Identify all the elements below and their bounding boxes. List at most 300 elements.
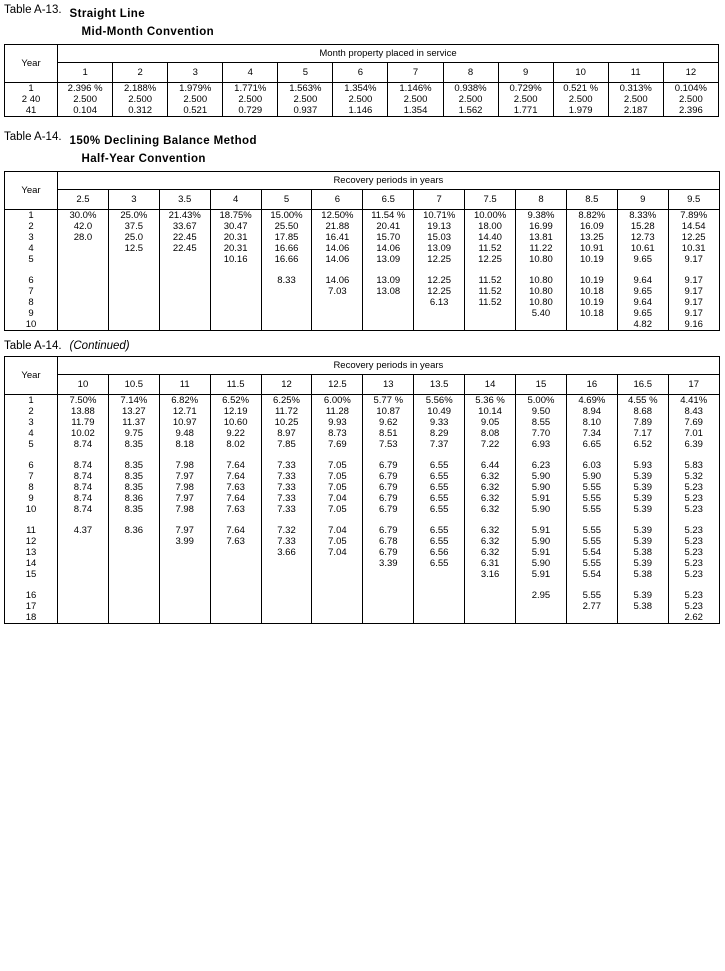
row-year: 3 (5, 417, 58, 428)
cell: 7.97 (159, 471, 210, 482)
table-row (5, 395, 720, 407)
cell: 7.22 (465, 439, 516, 450)
cell (465, 515, 516, 525)
cell (312, 450, 363, 460)
table-row (5, 254, 720, 265)
cell: 5.91 (516, 547, 567, 558)
cell (363, 515, 414, 525)
cell: 12.19 (210, 406, 261, 417)
cell: 13.08 (363, 286, 414, 297)
cell: 10.31 (668, 243, 719, 254)
cell (312, 265, 363, 275)
row-year: 6 (5, 275, 58, 286)
cell: 42.0 (58, 221, 109, 232)
cell (516, 319, 567, 331)
cell: 0.521 % (553, 83, 608, 95)
cell: 7.64 (210, 460, 261, 471)
table-a13-col-5: 5 (278, 63, 333, 83)
cell: 7.64 (210, 525, 261, 536)
cell: 9.17 (668, 275, 719, 286)
cell: 6.31 (465, 558, 516, 569)
cell: 4.82 (617, 319, 668, 331)
cell: 2.62 (668, 612, 719, 624)
cell: 7.03 (312, 286, 363, 297)
table-a14a-col-10: 8 (516, 190, 567, 210)
cell: 10.02 (58, 428, 109, 439)
row-year: 6 (5, 460, 58, 471)
cell: 2.500 (388, 94, 443, 105)
table-a14a-col-1: 2.5 (58, 190, 109, 210)
cell: 7.05 (312, 536, 363, 547)
row-year: 5 (5, 439, 58, 450)
cell (312, 319, 363, 331)
cell (363, 265, 414, 275)
table-row (5, 297, 720, 308)
cell (668, 515, 719, 525)
cell (668, 265, 719, 275)
table-a14a-col-12: 9 (617, 190, 668, 210)
table-a13-span-header: Month property placed in service (58, 45, 719, 63)
cell: 12.50% (312, 210, 363, 222)
cell (58, 590, 109, 601)
cell: 17.85 (261, 232, 312, 243)
table-a14b-caption (4, 340, 725, 352)
table-a14a-col-2: 3 (108, 190, 159, 210)
cell: 7.05 (312, 460, 363, 471)
cell (159, 275, 210, 286)
row-year: 15 (5, 569, 58, 580)
cell (210, 286, 261, 297)
cell: 6.79 (363, 504, 414, 515)
cell (58, 536, 109, 547)
table-a14a-caption (4, 131, 725, 167)
table-a14a-col-7: 6.5 (363, 190, 414, 210)
cell (261, 590, 312, 601)
cell: 5.55 (566, 525, 617, 536)
table-a13-header-row-1 (5, 45, 719, 63)
table-a14a-col-3: 3.5 (159, 190, 210, 210)
cell: 7.04 (312, 493, 363, 504)
table-a14a-col-4: 4 (210, 190, 261, 210)
cell: 14.54 (668, 221, 719, 232)
cell: 2.500 (498, 94, 553, 105)
cell: 2.187 (608, 105, 663, 117)
cell: 6.32 (465, 482, 516, 493)
cell: 11.37 (108, 417, 159, 428)
cell: 8.74 (58, 439, 109, 450)
cell (516, 515, 567, 525)
table-a14a-body (5, 210, 720, 331)
cell: 0.312 (113, 105, 168, 117)
table-a13-caption-title-line1: Straight Line (69, 8, 146, 20)
cell: 15.03 (414, 232, 465, 243)
cell: 11.52 (465, 275, 516, 286)
table-a13-col-11: 11 (608, 63, 663, 83)
table-a13-section (4, 4, 725, 117)
cell: 5.36 % (465, 395, 516, 407)
row-year: 8 (5, 297, 58, 308)
cell: 12.25 (668, 232, 719, 243)
cell: 7.63 (210, 482, 261, 493)
cell: 5.39 (617, 525, 668, 536)
table-row (5, 319, 720, 331)
cell (465, 308, 516, 319)
cell: 6.55 (414, 525, 465, 536)
cell: 6.79 (363, 525, 414, 536)
cell: 6.25% (261, 395, 312, 407)
cell: 5.91 (516, 569, 567, 580)
cell (58, 275, 109, 286)
cell: 11.28 (312, 406, 363, 417)
cell: 7.05 (312, 482, 363, 493)
cell: 0.938% (443, 83, 498, 95)
cell: 7.70 (516, 428, 567, 439)
cell: 8.82% (566, 210, 617, 222)
cell: 11.52 (465, 286, 516, 297)
row-year: 8 (5, 482, 58, 493)
table-a14b-col-10: 15 (516, 375, 567, 395)
cell: 10.16 (210, 254, 261, 265)
cell: 9.17 (668, 254, 719, 265)
cell (210, 450, 261, 460)
cell (261, 580, 312, 590)
cell: 9.33 (414, 417, 465, 428)
cell (159, 297, 210, 308)
table-a14a-caption-title-line1: 150% Declining Balance Method (69, 135, 257, 147)
cell: 6.55 (414, 493, 465, 504)
cell: 10.91 (566, 243, 617, 254)
table-a13-col-9: 9 (498, 63, 553, 83)
cell: 9.22 (210, 428, 261, 439)
cell: 6.79 (363, 471, 414, 482)
cell: 8.73 (312, 428, 363, 439)
cell (261, 601, 312, 612)
cell: 2.77 (566, 601, 617, 612)
cell: 7.97 (159, 493, 210, 504)
table-row (5, 460, 720, 471)
row-year: 5 (5, 254, 58, 265)
cell: 5.40 (516, 308, 567, 319)
cell: 8.29 (414, 428, 465, 439)
cell: 6.78 (363, 536, 414, 547)
cell: 12.5 (108, 243, 159, 254)
cell (414, 612, 465, 624)
cell: 1.979 (553, 105, 608, 117)
table-a14b-col-6: 12.5 (312, 375, 363, 395)
cell (108, 286, 159, 297)
cell: 5.55 (566, 504, 617, 515)
cell: 8.74 (58, 493, 109, 504)
cell: 13.09 (363, 275, 414, 286)
cell: 5.23 (668, 482, 719, 493)
cell: 12.25 (414, 275, 465, 286)
row-year: 4 (5, 243, 58, 254)
cell (617, 612, 668, 624)
cell (159, 558, 210, 569)
cell: 7.64 (210, 493, 261, 504)
cell: 5.39 (617, 590, 668, 601)
cell: 5.38 (617, 601, 668, 612)
row-year: 14 (5, 558, 58, 569)
cell: 8.51 (363, 428, 414, 439)
cell: 19.13 (414, 221, 465, 232)
cell: 20.31 (210, 232, 261, 243)
cell: 7.98 (159, 460, 210, 471)
cell: 7.50% (58, 395, 109, 407)
table-row (5, 612, 720, 624)
row-year (5, 580, 58, 590)
cell (108, 580, 159, 590)
cell: 6.55 (414, 460, 465, 471)
cell (210, 308, 261, 319)
cell: 2.500 (608, 94, 663, 105)
cell: 10.97 (159, 417, 210, 428)
cell: 2.396 % (58, 83, 113, 95)
cell: 10.80 (516, 254, 567, 265)
table-a14a-col-13: 9.5 (668, 190, 719, 210)
cell: 2.500 (278, 94, 333, 105)
table-a14a-section (4, 131, 725, 331)
cell: 5.23 (668, 569, 719, 580)
cell: 6.65 (566, 439, 617, 450)
table-row (5, 275, 720, 286)
cell: 5.38 (617, 569, 668, 580)
cell (159, 515, 210, 525)
cell: 14.40 (465, 232, 516, 243)
cell: 9.17 (668, 297, 719, 308)
table-row (5, 265, 720, 275)
cell (58, 601, 109, 612)
cell: 1.354% (333, 83, 388, 95)
cell (414, 580, 465, 590)
table-a14b-col-8: 13.5 (414, 375, 465, 395)
table-a13-col-8: 8 (443, 63, 498, 83)
table-a13-row-year: 2 40 (5, 94, 58, 105)
table-a13-col-10: 10 (553, 63, 608, 83)
cell: 9.65 (617, 308, 668, 319)
table-row (5, 83, 719, 95)
cell: 5.55 (566, 493, 617, 504)
cell (363, 450, 414, 460)
cell: 25.0% (108, 210, 159, 222)
cell: 9.65 (617, 286, 668, 297)
table-row (5, 286, 720, 297)
cell: 5.23 (668, 525, 719, 536)
cell: 8.36 (108, 525, 159, 536)
cell (566, 580, 617, 590)
table-row (5, 221, 720, 232)
cell (617, 515, 668, 525)
table-a14b-span-header: Recovery periods in years (58, 357, 720, 375)
cell: 21.88 (312, 221, 363, 232)
cell (108, 319, 159, 331)
cell: 9.75 (108, 428, 159, 439)
cell: 5.39 (617, 536, 668, 547)
cell: 1.771 (498, 105, 553, 117)
cell: 9.38% (516, 210, 567, 222)
table-a14a-col-5: 5 (261, 190, 312, 210)
cell: 12.25 (414, 286, 465, 297)
cell: 8.33 (261, 275, 312, 286)
table-a13-row-year: 41 (5, 105, 58, 117)
cell (363, 612, 414, 624)
cell: 9.62 (363, 417, 414, 428)
cell: 8.18 (159, 439, 210, 450)
cell: 1.771% (223, 83, 278, 95)
cell: 2.500 (333, 94, 388, 105)
cell: 10.19 (566, 297, 617, 308)
table-a14a-caption-label: Table A-14. (4, 131, 62, 143)
table-a14b-col-5: 12 (261, 375, 312, 395)
cell: 20.41 (363, 221, 414, 232)
row-year: 11 (5, 525, 58, 536)
cell: 11.22 (516, 243, 567, 254)
cell (312, 515, 363, 525)
cell: 7.89 (617, 417, 668, 428)
cell (363, 308, 414, 319)
cell: 5.55 (566, 558, 617, 569)
cell: 14.06 (312, 275, 363, 286)
cell: 7.32 (261, 525, 312, 536)
cell: 10.60 (210, 417, 261, 428)
cell: 9.64 (617, 297, 668, 308)
cell: 4.69% (566, 395, 617, 407)
cell: 5.39 (617, 482, 668, 493)
cell (210, 319, 261, 331)
cell: 9.16 (668, 319, 719, 331)
cell: 3.39 (363, 558, 414, 569)
cell: 7.98 (159, 504, 210, 515)
cell (108, 547, 159, 558)
cell: 7.34 (566, 428, 617, 439)
cell: 12.25 (465, 254, 516, 265)
cell: 8.10 (566, 417, 617, 428)
cell: 6.32 (465, 504, 516, 515)
cell: 10.18 (566, 308, 617, 319)
cell: 6.52% (210, 395, 261, 407)
cell: 6.44 (465, 460, 516, 471)
row-year: 2 (5, 406, 58, 417)
table-a14b-col-3: 11 (159, 375, 210, 395)
cell: 10.19 (566, 275, 617, 286)
cell: 5.00% (516, 395, 567, 407)
cell: 6.55 (414, 482, 465, 493)
cell: 10.80 (516, 297, 567, 308)
cell: 8.97 (261, 428, 312, 439)
cell: 0.104% (663, 83, 718, 95)
row-year: 7 (5, 471, 58, 482)
cell: 16.09 (566, 221, 617, 232)
cell (58, 515, 109, 525)
cell: 2.188% (113, 83, 168, 95)
cell: 22.45 (159, 232, 210, 243)
cell: 9.65 (617, 254, 668, 265)
cell (363, 297, 414, 308)
cell: 10.49 (414, 406, 465, 417)
cell: 3.99 (159, 536, 210, 547)
table-a14b-caption-label: Table A-14. (4, 340, 62, 352)
cell (159, 254, 210, 265)
row-year: 10 (5, 504, 58, 515)
cell (210, 297, 261, 308)
cell (58, 450, 109, 460)
table-row (5, 308, 720, 319)
document-page (0, 4, 725, 971)
table-a13-caption-label: Table A-13. (4, 4, 62, 16)
table-a14b-col-11: 16 (566, 375, 617, 395)
cell: 18.75% (210, 210, 261, 222)
table-a14a-col-11: 8.5 (566, 190, 617, 210)
cell (159, 319, 210, 331)
cell: 18.00 (465, 221, 516, 232)
cell: 1.979% (168, 83, 223, 95)
cell (58, 580, 109, 590)
cell (210, 590, 261, 601)
cell (210, 265, 261, 275)
cell: 5.55 (566, 536, 617, 547)
cell: 8.74 (58, 460, 109, 471)
cell: 8.02 (210, 439, 261, 450)
table-row (5, 210, 720, 222)
cell (261, 515, 312, 525)
cell: 0.729 (223, 105, 278, 117)
cell (108, 450, 159, 460)
cell: 7.53 (363, 439, 414, 450)
row-year (5, 515, 58, 525)
cell: 6.55 (414, 504, 465, 515)
cell: 2.500 (168, 94, 223, 105)
table-row (5, 601, 720, 612)
cell: 1.563% (278, 83, 333, 95)
cell: 5.55 (566, 590, 617, 601)
table-a14a-span-header: Recovery periods in years (58, 172, 720, 190)
cell: 7.33 (261, 471, 312, 482)
cell (108, 308, 159, 319)
cell: 6.56 (414, 547, 465, 558)
cell (210, 547, 261, 558)
table-a13-caption (4, 4, 725, 40)
cell: 6.32 (465, 493, 516, 504)
cell (159, 580, 210, 590)
cell: 5.91 (516, 493, 567, 504)
cell (210, 558, 261, 569)
cell: 7.04 (312, 547, 363, 558)
table-a14b-section (4, 340, 725, 624)
table-a14a-header-row-1 (5, 172, 720, 190)
cell: 10.80 (516, 286, 567, 297)
table-a14a (4, 171, 720, 331)
cell (516, 265, 567, 275)
cell (312, 590, 363, 601)
cell: 1.146% (388, 83, 443, 95)
cell: 5.90 (516, 471, 567, 482)
cell: 6.32 (465, 536, 516, 547)
cell (159, 569, 210, 580)
row-year (5, 265, 58, 275)
cell (566, 265, 617, 275)
cell (465, 590, 516, 601)
cell (465, 265, 516, 275)
table-row (5, 428, 720, 439)
cell (58, 254, 109, 265)
row-year (5, 450, 58, 460)
cell (363, 590, 414, 601)
cell: 2.500 (58, 94, 113, 105)
cell: 5.23 (668, 590, 719, 601)
cell: 11.54 % (363, 210, 414, 222)
row-year: 17 (5, 601, 58, 612)
cell: 7.17 (617, 428, 668, 439)
